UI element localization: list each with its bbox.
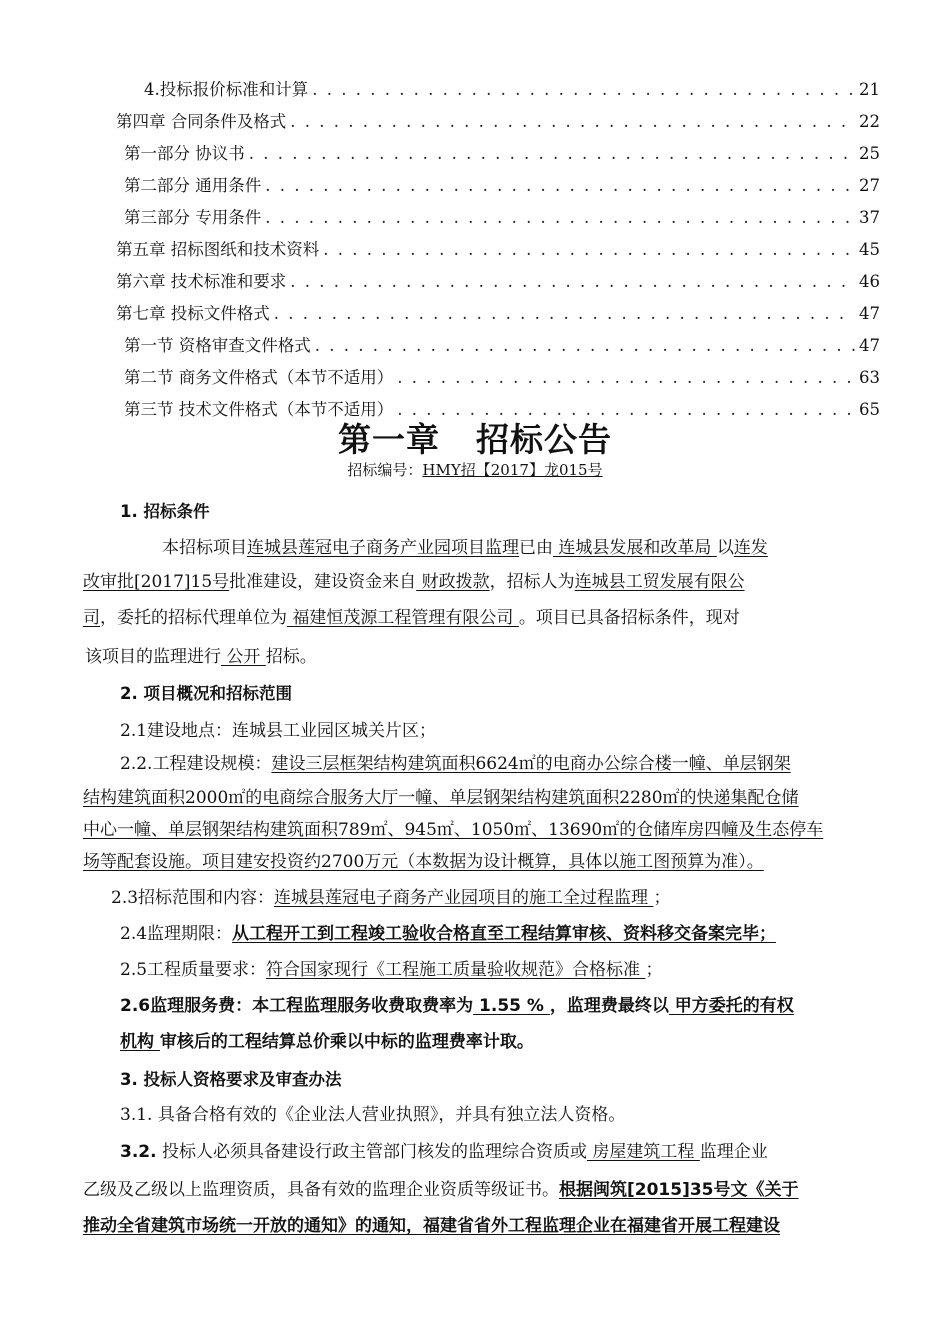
regulation-ref: 根据闽筑[2015]35号文《关于: [559, 1180, 799, 1200]
toc-entry-title: 第四章 合同条件及格式: [116, 112, 287, 131]
auditor: 甲方委托的有权: [668, 996, 794, 1016]
toc-leader: [290, 112, 855, 132]
toc-entry-title: 第七章 投标文件格式: [116, 304, 270, 323]
text: 2.5工程质量要求：: [120, 960, 267, 980]
paragraph-line: 推动全省建筑市场统一开放的通知》的通知，福建省省外工程监理企业在福建省开展工程建设: [83, 1216, 780, 1236]
chapter-title: [0, 414, 950, 461]
paragraph-line: [85, 645, 317, 669]
toc-entry: [124, 136, 880, 164]
toc-entry-page: 21: [859, 80, 880, 99]
toc-leader: [265, 176, 855, 196]
toc-entry: [116, 232, 880, 260]
toc-entry: [124, 360, 880, 388]
text: 3.2.: [120, 1142, 157, 1162]
section-heading: 2. 项目概况和招标范围: [120, 684, 292, 703]
approver: 连城县发展和改革局: [553, 538, 717, 558]
text: 已由: [519, 538, 553, 558]
text: 批准建设，建设资金来自: [229, 572, 417, 592]
toc-leader: [323, 240, 855, 260]
section-heading: 3. 投标人资格要求及审查办法: [120, 1070, 342, 1089]
text: ，委托的招标代理单位为: [100, 608, 287, 628]
text: ，监理费最终以: [549, 996, 669, 1016]
tender-number-label: 招标编号：: [347, 461, 423, 479]
period: 从工程开工到工程竣工验收合格直至工程结算审核、资料移交备案完毕；: [232, 924, 777, 944]
paragraph-line: [120, 1140, 768, 1164]
toc-entry-title: 第六章 技术标准和要求: [116, 272, 287, 291]
toc-leader: [397, 368, 855, 388]
toc-entry-page: 25: [859, 144, 880, 163]
toc-entry-title: 4.投标报价标准和计算: [144, 80, 309, 99]
fee-rate: 1.55 %: [473, 996, 550, 1016]
qualification-type: 房屋建筑工程: [586, 1142, 700, 1162]
toc-entry: [116, 264, 880, 292]
text: 乙级及乙级以上监理资质，具备有效的监理企业资质等级证书。: [83, 1180, 559, 1200]
project-name: 连城县莲冠电子商务产业园项目监理: [247, 538, 519, 558]
text: 2.2.工程建设规模：: [120, 754, 272, 774]
tender-number-value: HMY招【2017】龙015号: [422, 461, 603, 479]
text: ，招标人为: [489, 572, 575, 592]
toc-entry-title: 第五章 招标图纸和技术资料: [116, 240, 320, 259]
paragraph-line: [120, 994, 794, 1018]
toc-leader: [265, 208, 855, 228]
paragraph-line: [120, 1030, 534, 1054]
toc-entry-title: 第二部分 通用条件: [124, 176, 262, 195]
tender-mode: 公开: [221, 647, 266, 667]
toc-leader: [290, 272, 855, 292]
paragraph-line: 3.1. 具备合格有效的《企业法人营业执照》，并具有独立法人资格。: [120, 1105, 626, 1125]
toc-entry: [124, 168, 880, 196]
tenderer: 司: [83, 608, 100, 628]
paragraph-line: [120, 752, 791, 776]
text: 监理企业: [699, 1142, 768, 1162]
text: 。项目已具备招标条件，现对: [518, 608, 740, 628]
toc-leader: [315, 336, 855, 356]
toc-entry-title: 第一部分 协议书: [124, 144, 245, 163]
paragraph-line: [120, 958, 662, 982]
toc-entry-title: 第三节 技术文件格式（本节不适用）: [124, 400, 394, 419]
paragraph-line: 结构建筑面积2000㎡的电商综合服务大厅一幢、单层钢架结构建筑面积2280㎡的快递集配仓储: [83, 788, 799, 808]
toc-entry-page: 22: [859, 112, 880, 131]
toc-entry: [124, 328, 880, 356]
paragraph-line: [83, 570, 745, 594]
approval-doc: 连发: [733, 538, 768, 558]
paragraph-line: [111, 886, 670, 910]
paragraph-line: 场等配套设施。项目建安投资约2700万元（本数据为设计概算，具体以施工图预算为准）。: [83, 852, 764, 872]
text: 以: [716, 538, 734, 558]
text: 2.4监理期限：: [120, 924, 233, 944]
toc-leader: [312, 80, 855, 100]
toc-entry-page: 47: [859, 336, 880, 355]
text: ；: [645, 960, 663, 980]
paragraph-line: 中心一幢、单层钢架结构建筑面积789㎡、945㎡、1050㎡、13690㎡的仓储库房四幢及生态停车: [83, 820, 824, 840]
toc-entry-page: 47: [859, 304, 880, 323]
toc-entry: [116, 296, 880, 324]
toc-entry-title: 第二节 商务文件格式（本节不适用）: [124, 368, 394, 387]
toc-entry-page: 37: [859, 208, 880, 227]
approval-doc: 改审批[2017]15号: [83, 572, 230, 592]
toc-entry: [144, 72, 880, 100]
text: 投标人必须具备建设行政主管部门核发的监理综合资质或: [156, 1142, 587, 1162]
tenderer: 连城县工贸发展有限公: [574, 572, 745, 592]
chapter-name: 招标公告: [476, 420, 612, 459]
toc-leader: [249, 144, 855, 164]
toc-entry-page: 46: [859, 272, 880, 291]
paragraph-line: 2.1建设地点：连城县工业园区城关片区；: [120, 721, 437, 741]
text: 该项目的监理进行: [85, 647, 221, 667]
scale: 建设三层框架结构建筑面积6624㎡的电商办公综合楼一幢、单层钢架: [271, 754, 791, 774]
section-heading: 1. 招标条件: [120, 502, 210, 521]
paragraph-line: [162, 536, 768, 560]
paragraph-line: [120, 922, 776, 946]
text: ；: [653, 888, 671, 908]
text: 审核后的工程结算总价乘以中标的监理费率计取。: [159, 1032, 534, 1052]
toc-entry-page: 65: [859, 400, 880, 419]
toc-entry: [124, 200, 880, 228]
scope: 连城县莲冠电子商务产业园项目的施工全过程监理: [274, 888, 654, 908]
toc-entry: [116, 104, 880, 132]
fund-source: 财政拨款: [416, 572, 490, 592]
paragraph-line: [83, 1178, 799, 1202]
text: 本招标项目: [162, 538, 247, 558]
agent: 福建恒茂源工程管理有限公司: [287, 608, 519, 628]
toc-leader: [274, 304, 855, 324]
toc-entry-page: 45: [859, 240, 880, 259]
text: 2.3招标范围和内容：: [111, 888, 275, 908]
paragraph-line: [83, 606, 740, 630]
toc-entry-page: 27: [859, 176, 880, 195]
toc-entry-page: 63: [859, 368, 880, 387]
text: 2.6监理服务费：本工程监理服务收费取费率为: [120, 996, 474, 1016]
tender-number: [0, 459, 950, 480]
toc-entry-title: 第三部分 专用条件: [124, 208, 262, 227]
quality: 符合国家现行《工程施工质量验收规范》合格标准: [266, 960, 646, 980]
text: 招标。: [265, 647, 317, 667]
toc-entry-title: 第一节 资格审查文件格式: [124, 336, 311, 355]
chapter-number: 第一章: [338, 420, 440, 459]
auditor: 机构: [120, 1032, 160, 1052]
